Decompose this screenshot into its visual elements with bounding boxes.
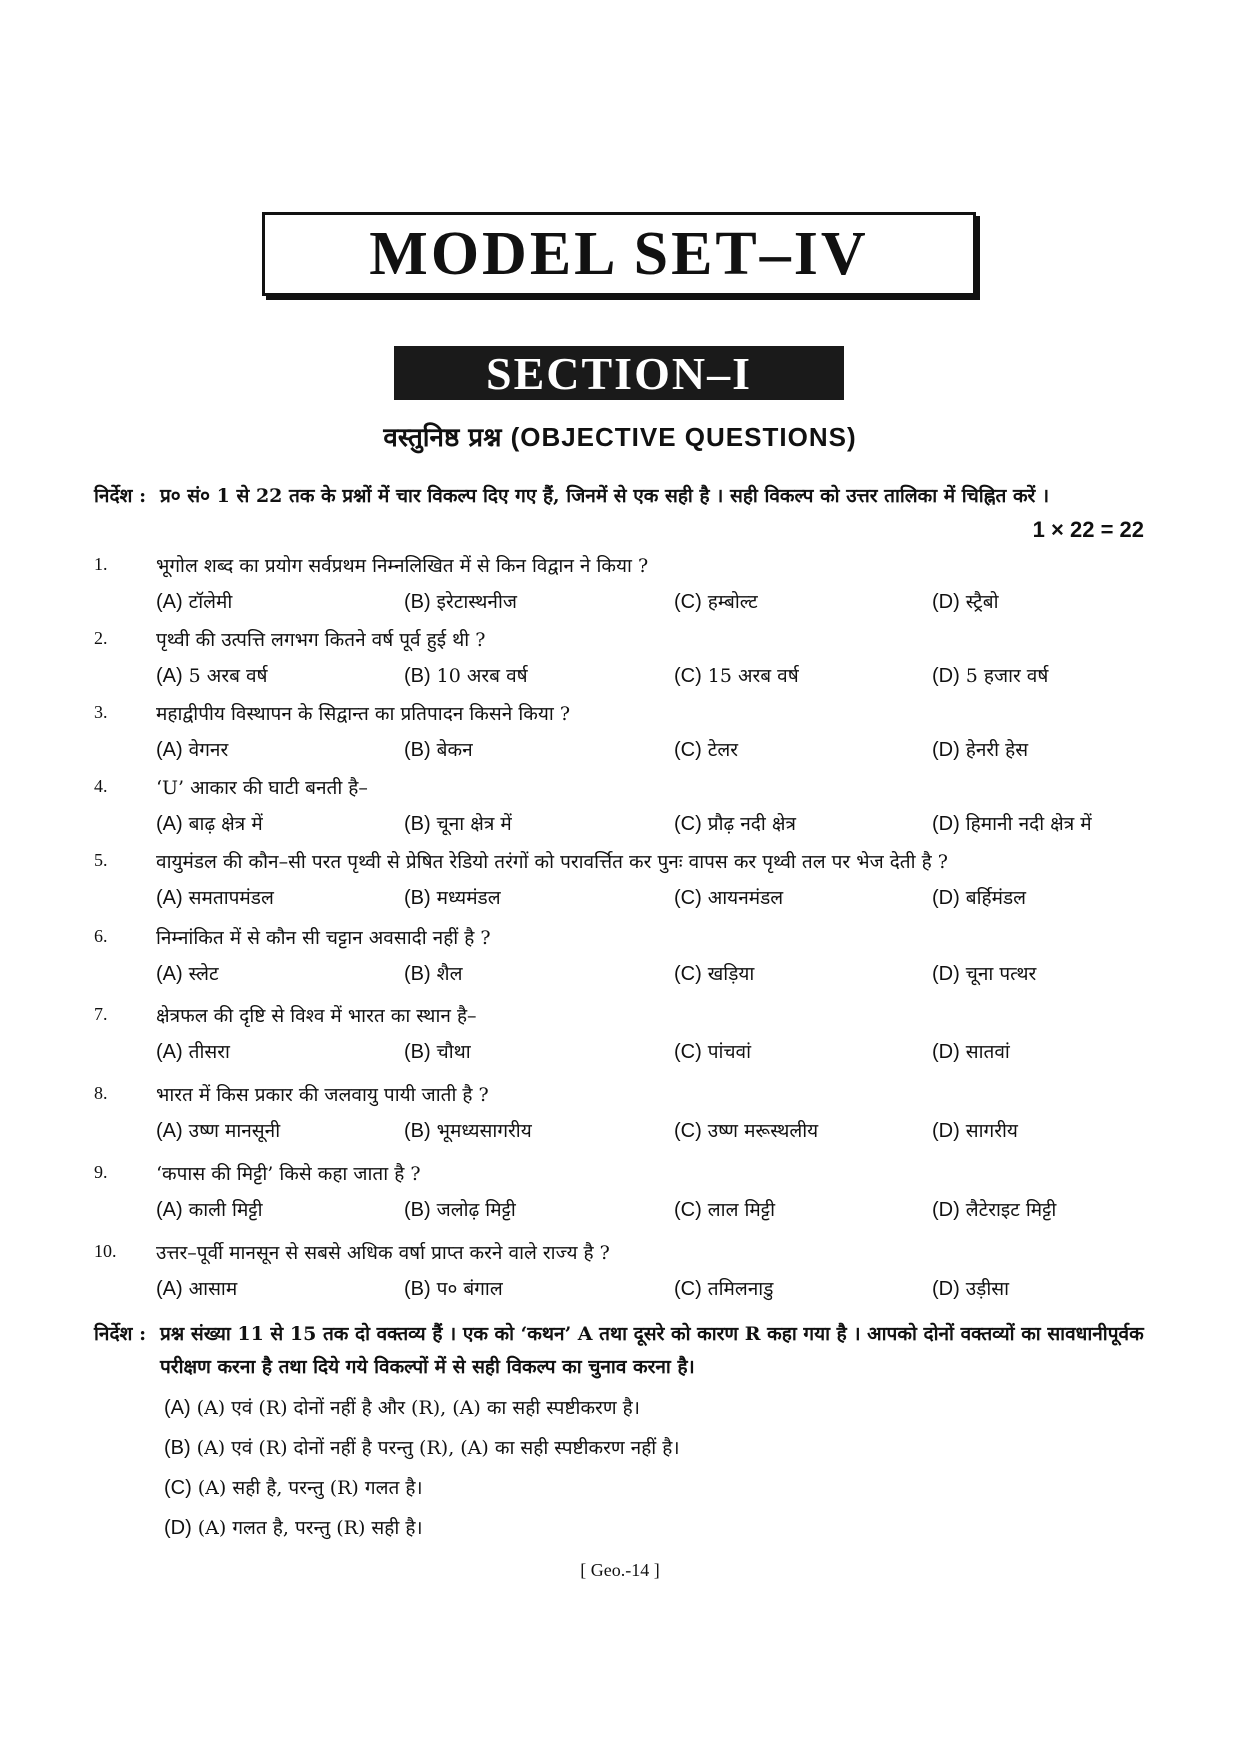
question-item [94, 998, 1154, 1072]
question-text: निम्नांकित में से कौन सी चट्टान अवसादी नहीं है ? [156, 927, 491, 949]
option-b [404, 1275, 503, 1301]
option-text: वेगनर [188, 739, 229, 761]
option-label: (A) [156, 963, 183, 985]
instruction-lead: निर्देश : [94, 1323, 147, 1345]
option-label: (C) [674, 591, 702, 613]
option-label: (C) [674, 813, 702, 835]
option-a [156, 736, 228, 762]
question-options [156, 1117, 1156, 1147]
option-label: (C) [674, 1120, 702, 1142]
question-number: 4. [94, 776, 108, 796]
option-label: (A) [156, 1199, 183, 1221]
option-label: (C) [674, 665, 702, 687]
option-b [404, 588, 517, 614]
option-text: बर्हिमंडल [965, 887, 1027, 909]
option-label: (A) [156, 1120, 183, 1142]
question-options [156, 1196, 1156, 1226]
option-label: (C) [674, 1199, 702, 1221]
option-b [404, 736, 473, 762]
option-text: भूमध्यसागरीय [436, 1120, 532, 1142]
option-c [674, 884, 783, 910]
option-d [932, 960, 1036, 986]
option-text: उड़ीसा [965, 1278, 1010, 1300]
option-text: (A) गलत है, परन्तु (R) सही है। [197, 1517, 423, 1539]
option-text: बाढ़ क्षेत्र में [188, 813, 263, 835]
option-label: (D) [932, 1278, 960, 1300]
option-b [404, 810, 512, 836]
option-text: शैल [436, 963, 463, 985]
option-text: बेकन [436, 739, 473, 761]
question-item [94, 548, 1154, 622]
option-d [932, 1196, 1056, 1222]
option-label: (D) [932, 963, 960, 985]
option-a [156, 884, 274, 910]
option-text: उष्ण मानसूनी [188, 1120, 281, 1142]
option-text: चौथा [436, 1041, 471, 1063]
option-a [156, 960, 219, 986]
question-item [94, 920, 1154, 994]
option-label: (D) [932, 813, 960, 835]
option-d [932, 810, 1092, 836]
option-text: (A) एवं (R) दोनों नहीं है और (R), (A) का सही स्पष्टीकरण है। [196, 1397, 640, 1419]
question-text: क्षेत्रफल की दृष्टि से विश्व में भारत का स्थान है– [156, 1005, 477, 1027]
option-a [156, 662, 268, 688]
option-a [156, 1038, 230, 1064]
option-label: (A) [156, 1278, 183, 1300]
option-label: (D) [932, 887, 960, 909]
option-label: (A) [156, 591, 183, 613]
option-d [932, 1038, 1010, 1064]
option-label: (D) [932, 1120, 960, 1142]
question-text: भारत में किस प्रकार की जलवायु पायी जाती है ? [156, 1084, 489, 1106]
option-text: सातवां [965, 1041, 1010, 1063]
option-label: (B) [404, 591, 431, 613]
option-label: (B) [404, 1278, 431, 1300]
option-label: (D) [932, 739, 960, 761]
marks-formula: 1 × 22 = 22 [1032, 517, 1144, 542]
question-options [156, 1275, 1156, 1305]
option-label: (C) [164, 1477, 192, 1499]
option-c [674, 736, 738, 762]
option-text: स्लेट [188, 963, 219, 985]
option-text: तीसरा [188, 1041, 230, 1063]
question-number: 8. [94, 1083, 108, 1103]
ar-option-c [164, 1474, 423, 1500]
option-label: (B) [404, 813, 431, 835]
option-label: (A) [164, 1397, 191, 1419]
option-label: (D) [932, 1041, 960, 1063]
option-text: आयनमंडल [707, 887, 784, 909]
option-text: चूना क्षेत्र में [436, 813, 512, 835]
question-item [94, 844, 1154, 918]
option-text: प्रौढ़ नदी क्षेत्र [707, 813, 796, 835]
subtitle-hindi: वस्तुनिष्ठ प्रश्न [383, 423, 502, 453]
option-c [674, 1196, 775, 1222]
question-item [94, 1235, 1154, 1309]
option-label: (C) [674, 1278, 702, 1300]
instruction-lead: निर्देश : [94, 485, 147, 507]
option-b [404, 1117, 532, 1143]
instruction-block-1 [94, 480, 1154, 542]
question-number: 7. [94, 1004, 108, 1024]
page-footer: [ Geo.-14 ] [580, 1560, 660, 1580]
option-text: खड़िया [707, 963, 755, 985]
question-item [94, 696, 1154, 770]
option-label: (D) [164, 1517, 192, 1539]
option-text: तमिलनाडु [707, 1278, 774, 1300]
ar-option-d [164, 1514, 423, 1540]
question-number: 9. [94, 1162, 108, 1182]
option-c [674, 662, 799, 688]
question-text: उत्तर–पूर्वी मानसून से सबसे अधिक वर्षा प्राप्त करने वाले राज्य है ? [156, 1242, 610, 1264]
section-heading [394, 346, 844, 400]
option-label: (B) [404, 665, 431, 687]
subtitle [0, 418, 1240, 454]
instruction-text: प्र० सं० 1 से 22 तक के प्रश्नों में चार विकल्प दिए गए हैं, जिनमें से एक सही है । सही विकल्प को उत्तर तालिका में चिह्नित करें । [160, 485, 1050, 507]
question-text: ‘कपास की मिट्टी’ किसे कहा जाता है ? [156, 1163, 421, 1185]
option-label: (B) [404, 1199, 431, 1221]
option-text: 10 अरब वर्ष [436, 665, 528, 687]
question-item [94, 622, 1154, 696]
question-text: महाद्वीपीय विस्थापन के सिद्वान्त का प्रतिपादन किसने किया ? [156, 703, 571, 725]
option-label: (B) [404, 887, 431, 909]
option-text: टेलर [707, 739, 738, 761]
option-text: इरेटास्थनीज [436, 591, 517, 613]
page-title: MODEL SET–IV [369, 219, 869, 288]
option-c [674, 810, 796, 836]
option-text: लैटेराइट मिट्टी [965, 1199, 1057, 1221]
option-c [674, 588, 758, 614]
ar-option-b [164, 1434, 680, 1460]
option-text: हम्बोल्ट [707, 591, 758, 613]
question-options [156, 960, 1156, 990]
question-text: पृथ्वी की उत्पत्ति लगभग कितने वर्ष पूर्व हुई थी ? [156, 629, 486, 651]
question-number: 10. [94, 1241, 117, 1261]
option-text: टॉलेमी [188, 591, 233, 613]
question-item [94, 1077, 1154, 1151]
option-label: (B) [404, 963, 431, 985]
option-text: पांचवां [707, 1041, 752, 1063]
option-d [932, 662, 1048, 688]
question-number: 1. [94, 554, 108, 574]
option-text: हिमानी नदी क्षेत्र में [965, 813, 1092, 835]
option-a [156, 1117, 280, 1143]
option-label: (A) [156, 813, 183, 835]
option-d [932, 1275, 1009, 1301]
question-item [94, 1156, 1154, 1230]
question-options [156, 884, 1156, 914]
option-label: (B) [164, 1437, 191, 1459]
option-label: (A) [156, 665, 183, 687]
option-a [156, 810, 263, 836]
question-text: वायुमंडल की कौन–सी परत पृथ्वी से प्रेषित रेडियो तरंगों को परावर्त्तित कर पुनः वापस कर पृथ्वी तल पर भेज देती है ? [156, 851, 948, 873]
option-label: (C) [674, 1041, 702, 1063]
option-text: 15 अरब वर्ष [707, 665, 799, 687]
option-b [404, 884, 501, 910]
option-text: लाल मिट्टी [707, 1199, 775, 1221]
option-label: (B) [404, 1120, 431, 1142]
option-text: प० बंगाल [436, 1278, 503, 1300]
instruction-block-2 [94, 1318, 1154, 1384]
option-text: चूना पत्थर [965, 963, 1037, 985]
question-text: भूगोल शब्द का प्रयोग सर्वप्रथम निम्नलिखित में से किन विद्वान ने किया ? [156, 555, 649, 577]
question-options [156, 736, 1156, 766]
option-text: काली मिट्टी [188, 1199, 263, 1221]
question-options [156, 662, 1156, 692]
option-label: (D) [932, 591, 960, 613]
question-options [156, 1038, 1156, 1068]
option-label: (C) [674, 739, 702, 761]
question-number: 3. [94, 702, 108, 722]
option-text: सागरीय [965, 1120, 1018, 1142]
option-label: (C) [674, 887, 702, 909]
question-item [94, 770, 1154, 844]
question-options [156, 588, 1156, 618]
option-c [674, 960, 754, 986]
section-title: SECTION–I [486, 347, 752, 399]
instruction-text: प्रश्न संख्या 11 से 15 तक दो वक्तव्य हैं । एक को ‘कथन’ A तथा दूसरे को कारण R कहा गया है । आपको दोनों वक्तव्यों का सावधानीपूर्वक परीक्षण करना है तथा दिये गये विकल्पों में से सही विकल्प का चुनाव करना है। [160, 1323, 1144, 1378]
option-text: आसाम [188, 1278, 238, 1300]
question-text: ‘U’ आकार की घाटी बनती है– [156, 777, 368, 799]
option-text: मध्यमंडल [436, 887, 501, 909]
option-a [156, 588, 232, 614]
option-label: (B) [404, 739, 431, 761]
option-a [156, 1275, 237, 1301]
option-text: (A) एवं (R) दोनों नहीं है परन्तु (R), (A) का सही स्पष्टीकरण नहीं है। [196, 1437, 680, 1459]
option-text: स्ट्रैबो [965, 591, 999, 613]
question-number: 5. [94, 850, 108, 870]
option-c [674, 1117, 818, 1143]
subtitle-english: (OBJECTIVE QUESTIONS) [510, 422, 857, 452]
option-c [674, 1275, 773, 1301]
option-c [674, 1038, 751, 1064]
option-b [404, 1038, 471, 1064]
option-d [932, 1117, 1018, 1143]
option-b [404, 1196, 516, 1222]
option-d [932, 588, 999, 614]
option-b [404, 662, 528, 688]
option-text: हेनरी हेस [965, 739, 1029, 761]
option-label: (C) [674, 963, 702, 985]
option-a [156, 1196, 263, 1222]
option-b [404, 960, 462, 986]
ar-option-a [164, 1394, 640, 1420]
option-label: (A) [156, 739, 183, 761]
option-text: 5 हजार वर्ष [965, 665, 1049, 687]
option-label: (A) [156, 1041, 183, 1063]
model-set-title-box [262, 212, 976, 296]
question-number: 6. [94, 926, 108, 946]
option-text: (A) सही है, परन्तु (R) गलत है। [197, 1477, 423, 1499]
option-d [932, 736, 1028, 762]
option-label: (D) [932, 1199, 960, 1221]
option-text: जलोढ़ मिट्टी [436, 1199, 516, 1221]
option-text: उष्ण मरूस्थलीय [707, 1120, 819, 1142]
option-label: (D) [932, 665, 960, 687]
option-label: (A) [156, 887, 183, 909]
question-options [156, 810, 1156, 840]
option-label: (B) [404, 1041, 431, 1063]
option-text: 5 अरब वर्ष [188, 665, 268, 687]
option-text: समतापमंडल [188, 887, 274, 909]
option-d [932, 884, 1026, 910]
question-number: 2. [94, 628, 108, 648]
